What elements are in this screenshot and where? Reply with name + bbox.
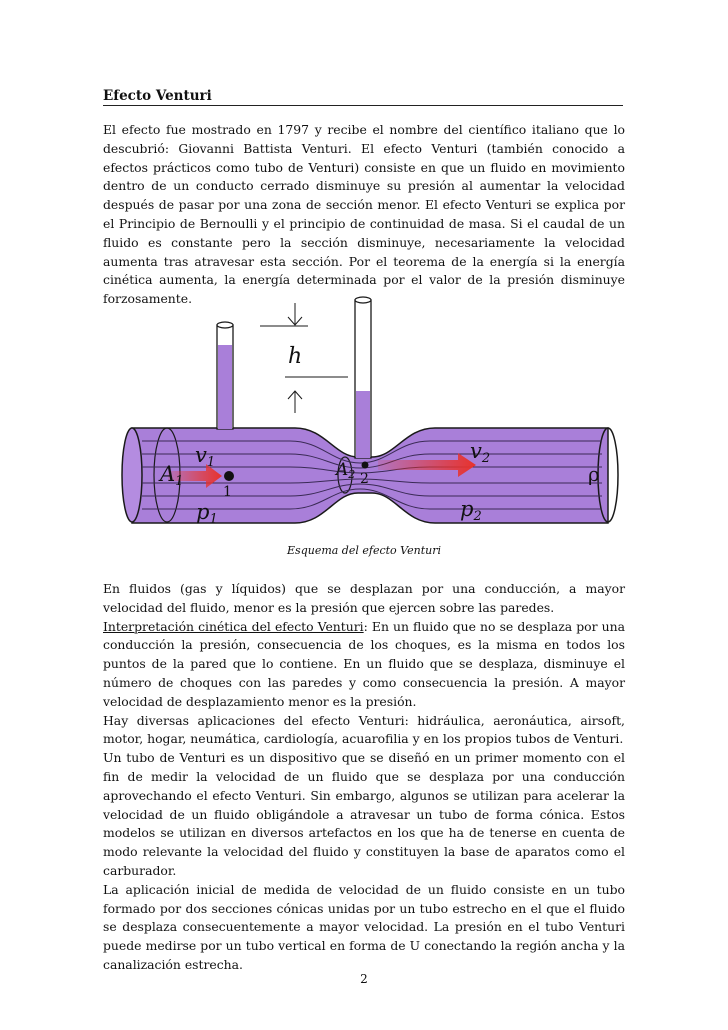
- tube-paragraph: Un tubo de Venturi es un dispositivo que se diseñó en un primer momento con el fin de medir la velocidad de un fluido que se desplaza por una conducción aprovechando el efecto Venturi. Sin embargo, algunos se utilizan para acelerar la velocidad de un fluido obligándole a atravesar un tubo de forma cónica. Estos modelos se utilizan en diversos artefactos en los que ha de tenerse en cuenta de modo relevante la velocidad del fluido y constituyen la base de aparatos como el carburador.: [103, 750, 625, 878]
- height-label: h: [288, 344, 303, 369]
- svg-text:A2: A2: [336, 460, 356, 481]
- measurement-paragraph: La aplicación inicial de medida de velocidad de un fluido consiste en un tubo formado por dos secciones cónicas unidas por un tubo estrecho en el que el fluido se desplaza consecuentemente a mayor velocidad. La presión en el tubo Venturi puede medirse por un tubo vertical en forma de U conectando la región ancha y la canalización estrecha.: [103, 881, 625, 972]
- body-text: [103, 580, 625, 975]
- fluids-paragraph: En fluidos (gas y líquidos) que se desplazan por una conducción, a mayor velocidad del fluido, menor es la presión que ejercen sobre las paredes.: [103, 581, 625, 615]
- point-1: [224, 471, 234, 481]
- svg-text:1: 1: [223, 484, 232, 500]
- svg-text:p2: p2: [460, 497, 482, 524]
- intro-paragraph: El efecto fue mostrado en 1797 y recibe el nombre del científico italiano que lo descubrió: Giovanni Battista Venturi. El efecto Venturi (también conocido a efectos prácticos como tubo de Venturi) consiste en que un fluido en movimiento dentro de un conducto cerrado disminuye su presión al aumentar la velocidad después de pasar por una zona de sección menor. El efecto Venturi se explica por el Principio de Bernoulli y el principio de continuidad de masa. Si el caudal de un fluido es constante pero la sección disminuye, necesariamente la velocidad aumenta tras atravesar esta sección. Por el teorema de la energía si la energía cinética aumenta, la energía determinada por el valor de la presión disminuye forzosamente.: [103, 122, 625, 307]
- interpretation-label: Interpretación cinética del efecto Venturi: [103, 618, 364, 634]
- point-2: [362, 462, 369, 469]
- interpretation-text: : En un fluido que no se desplaza por una conducción la presión, consecuencia de los choques, es la misma en todos los puntos de la pared que lo contiene. En un fluido que se desplaza, disminuye el número de choques con las paredes y como consecuencia la presión. A mayor velocidad de desplazamiento menor es la presión.: [103, 618, 625, 709]
- venturi-svg: [110, 295, 630, 540]
- interpretation-paragraph: [103, 618, 625, 712]
- figure-caption: Esquema del efecto Venturi: [287, 544, 441, 557]
- applications-paragraph: Hay diversas aplicaciones del efecto Venturi: hidráulica, aeronáutica, airsoft, motor, hogar, neumática, cardiología, acuarofilia y en los propios tubos de Venturi.: [103, 712, 625, 747]
- section-heading: Efecto Venturi: [103, 88, 623, 106]
- venturi-diagram: [110, 295, 630, 540]
- inlet-ellipse: [122, 428, 142, 522]
- svg-text:v1: v1: [195, 443, 216, 470]
- page-number: 2: [360, 972, 368, 986]
- svg-text:A1: A1: [160, 462, 184, 489]
- svg-text:ρ: ρ: [588, 462, 600, 486]
- svg-text:p1: p1: [196, 500, 218, 527]
- svg-text:2: 2: [360, 471, 369, 487]
- svg-text:v2: v2: [470, 439, 491, 466]
